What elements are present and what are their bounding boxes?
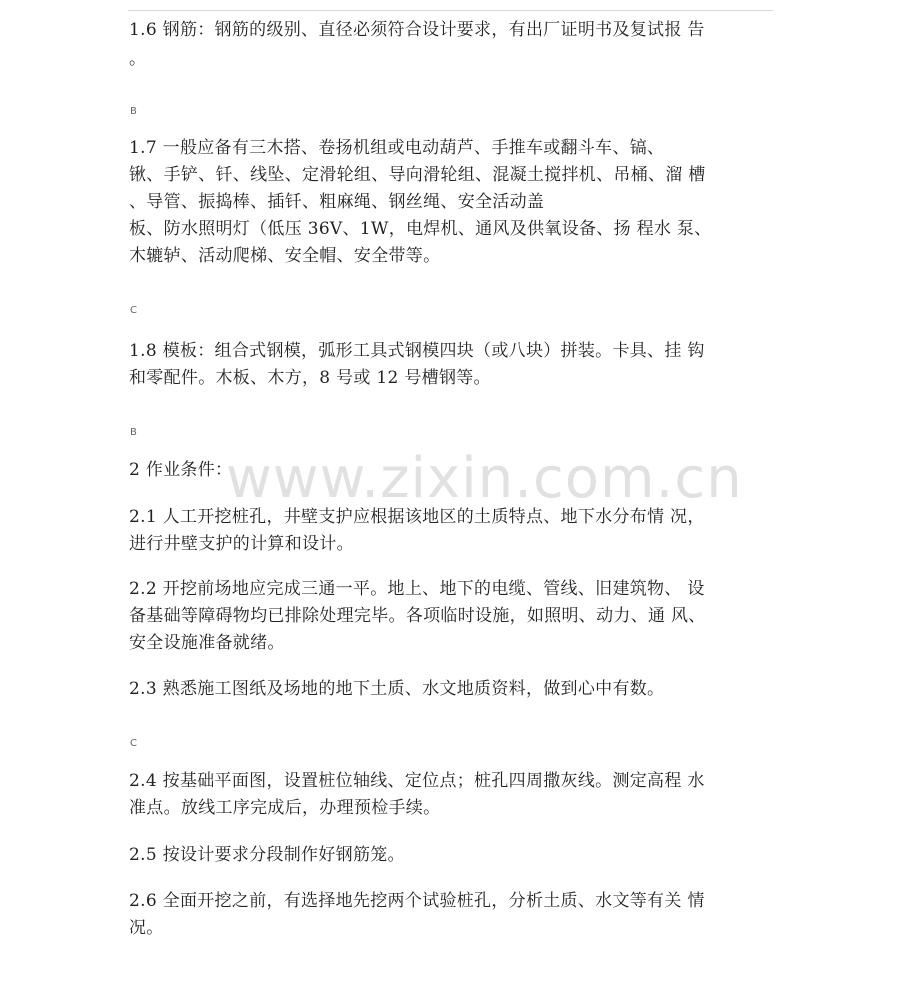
text-line: 2.5 按设计要求分段制作好钢筋笼。: [129, 845, 405, 865]
text-line: 1.7 一般应备有三木搭、卷扬机组或电动葫芦、手推车或翻斗车、镐、: [129, 138, 665, 158]
text-line: 、导管、振捣棒、插钎、粗麻绳、钢丝绳、安全活动盖: [129, 192, 545, 212]
text-line: 准点。放线工序完成后，办理预检手续。: [129, 798, 441, 818]
text-line: 备基础等障碍物均已排除处理完毕。各项临时设施，如照明、动力、通 风、: [129, 606, 706, 626]
section-heading: 2 作业条件：: [129, 460, 233, 480]
section-marker: C: [130, 305, 137, 316]
text-line: 。: [129, 49, 147, 69]
section-marker: B: [130, 106, 137, 117]
text-line: 和零配件。木板、木方，8 号或 12 号槽钢等。: [129, 368, 491, 388]
text-line: 2.6 全面开挖之前，有选择地先挖两个试验桩孔，分析土质、水文等有关 情: [129, 891, 705, 911]
text-line: 况。: [129, 918, 164, 938]
text-line: 锹、手铲、钎、线坠、定滑轮组、导向滑轮组、混凝土搅拌机、吊桶、溜 槽: [129, 165, 706, 185]
top-rule: [128, 10, 773, 11]
section-marker: B: [130, 427, 137, 438]
text-line: 2.4 按基础平面图，设置桩位轴线、定位点；桩孔四周撒灰线。测定高程 水: [129, 771, 705, 791]
text-line: 板、防水照明灯（低压 36V、1W，电焊机、通风及供氧设备、扬 程水 泵、: [129, 219, 712, 239]
text-line: 2.2 开挖前场地应完成三通一平。地上、地下的电缆、管线、旧建筑物、 设: [129, 579, 705, 599]
text-line: 2.1 人工开挖桩孔，井壁支护应根据该地区的土质特点、地下水分布情 况，: [129, 507, 705, 527]
text-line: 1.6 钢筋：钢筋的级别、直径必须符合设计要求，有出厂证明书及复试报 告: [129, 20, 705, 40]
section-marker: C: [130, 738, 137, 749]
text-line: 安全设施准备就绪。: [129, 633, 285, 653]
text-line: 进行井壁支护的计算和设计。: [129, 534, 354, 554]
text-line: 2.3 熟悉施工图纸及场地的地下土质、水文地质资料，做到心中有数。: [129, 679, 665, 699]
text-line: 木辘轳、活动爬梯、安全帽、安全带等。: [129, 246, 441, 266]
text-line: 1.8 模板：组合式钢模，弧形工具式钢模四块（或八块）拼装。卡具、挂 钩: [129, 341, 705, 361]
watermark: www.zixin.com.cn: [226, 446, 743, 511]
